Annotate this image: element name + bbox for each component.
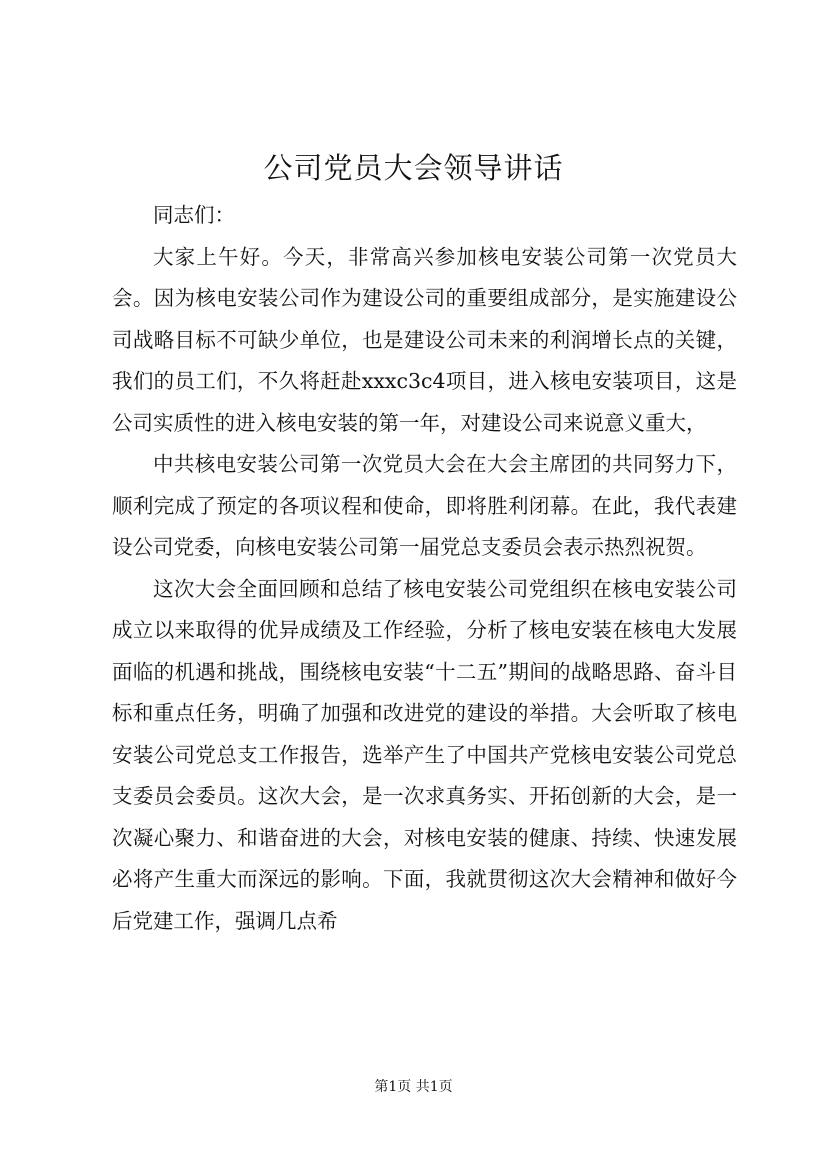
paragraph-2: 中共核电安装公司第一次党员大会在大会主席团的共同努力下，顺利完成了预定的各项议程和使命，即将胜利闭幕。在此，我代表建设公司党委，向核电安装公司第一届党总支委员会表示热烈祝贺。 (112, 452, 737, 559)
document-title: 公司党员大会领导讲话 (263, 151, 564, 185)
document-body (112, 195, 737, 942)
paragraph-3: 这次大会全面回顾和总结了核电安装公司党组织在核电安装公司成立以来取得的优异成绩及工作经验，分析了核电安装在核电大发展面临的机遇和挑战，围绕核电安装“十二五”期间的战略思路、奋斗目标和重点任务，明确了加强和改进党的建设的举措。大会听取了核电安装公司党总支工作报告，选举产生了中国共产党核电安装公司党总支委员会委员。这次大会，是一次求真务实、开拓创新的大会，是一次凝心聚力、和谐奋进的大会，对核电安装的健康、持续、快速发展必将产生重大而深远的影响。下面，我就贯彻这次大会精神和做好今后党建工作，强调几点希 (112, 576, 737, 933)
paragraph-1: 大家上午好。今天，非常高兴参加核电安装公司第一次党员大会。因为核电安装公司作为建设公司的重要组成部分，是实施建设公司战略目标不可缺少单位，也是建设公司未来的利润增长点的关键，我们的员工们，不久将赶赴xxxc3c4项目，进入核电安装项目，这是公司实质性的进入核电安装的第一年，对建设公司来说意义重大， (112, 244, 737, 435)
salutation: 同志们： (153, 203, 235, 227)
page-footer: 第1页 共1页 (374, 1079, 453, 1095)
